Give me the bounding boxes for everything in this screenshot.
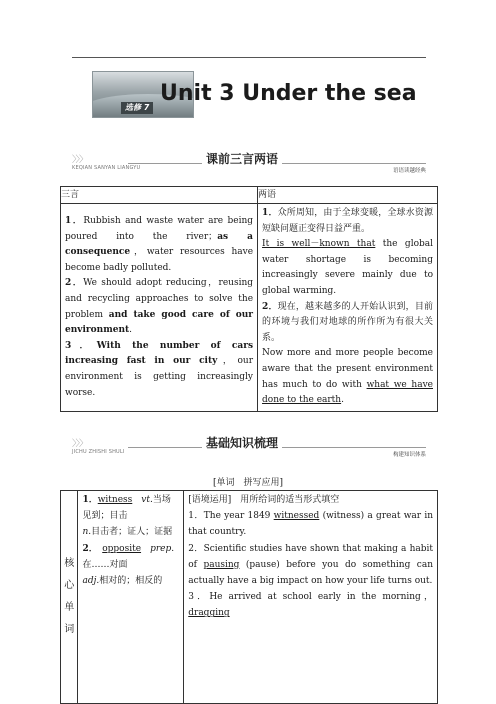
- core-words-label: 核 心 单 词: [61, 491, 78, 704]
- word-list-cell: [78, 491, 184, 704]
- section-pinyin: KEQIAN SANYAN LIANGYU: [72, 165, 141, 171]
- section-header-preclass: [72, 148, 426, 178]
- word-entry-opposite-adj: adj.相对的；相反的: [82, 576, 163, 587]
- section-pinyin: JICHU ZHISHI SHULI: [72, 449, 125, 455]
- sanyan-item-1: 1．Rubbish and waste water are being poured into the river；as a consequence，water resources have become badly polluted.: [65, 216, 254, 273]
- liangyu-item-2-en: Now more and more people become aware that the present environment has much to do with what we have done to the earth.: [262, 348, 433, 406]
- col-header-sanyan: 三言: [61, 187, 258, 204]
- sanyan-item-3: 3．With the number of cars increasing fast in our city，our environment is getting increasingly worse.: [65, 340, 254, 398]
- liangyu-item-1-zh: 1．众所周知，由于全球变暖，全球水资源短缺问题正变得日益严重。: [262, 208, 433, 234]
- sanyan-item-2: 2．We should adopt reducing，reusing and recycling approaches to solve the problem and take good care of our environment.: [65, 278, 254, 336]
- exercise-q3: 3．He arrived at school early in the morning，dragging: [188, 592, 433, 619]
- top-rule: [72, 57, 426, 58]
- exercise-q2: 2．Scientific studies have shown that making a habit of pausing (pause) before you do something can actually have a big impact on how your life turns out.: [188, 543, 433, 587]
- section-header-basics: [72, 432, 426, 462]
- section-subtitle: 语语读越经典: [392, 168, 426, 174]
- section-subtitle: 构建知识体系: [392, 452, 426, 458]
- quotes-table: [60, 186, 438, 412]
- vocabulary-table: [60, 490, 438, 704]
- unit-title: Unit 3 Under the sea: [160, 81, 417, 106]
- exercise-heading: [语境运用] 用所给词的适当形式填空: [188, 495, 340, 505]
- col-header-liangyu: 两语: [258, 187, 438, 204]
- book-tag: 选修 7: [121, 102, 153, 114]
- context-exercise-cell: [184, 491, 438, 704]
- word-entry-witness-noun: n.目击者；证人；证据: [82, 527, 173, 538]
- chevron-icon: 〉〉〉: [72, 155, 88, 165]
- liangyu-cell: [258, 204, 438, 412]
- word-entry-opposite: 2． opposite prep. 在……对面: [82, 543, 175, 570]
- chevron-icon: 〉〉〉: [72, 439, 88, 449]
- liangyu-item-2-zh: 2．现在，越来越多的人开始认识到，目前的环境与我们对地球的所作所为有很大关系。: [262, 301, 433, 343]
- exercise-q1: 1．The year 1849 witnessed (witness) a great war in that country.: [188, 511, 433, 538]
- section-title: 基础知识梳理: [202, 434, 282, 451]
- sanyan-cell: [61, 204, 258, 412]
- liangyu-item-1-en: It is well－known that the global water shortage is becoming increasingly severe mainly due to global warming.: [262, 239, 433, 296]
- word-entry-witness: 1．witness vt.当场见到；目击: [82, 495, 171, 522]
- subsection-heading: [单词 拼写应用]: [212, 478, 284, 488]
- section-title: 课前三言两语: [202, 150, 282, 167]
